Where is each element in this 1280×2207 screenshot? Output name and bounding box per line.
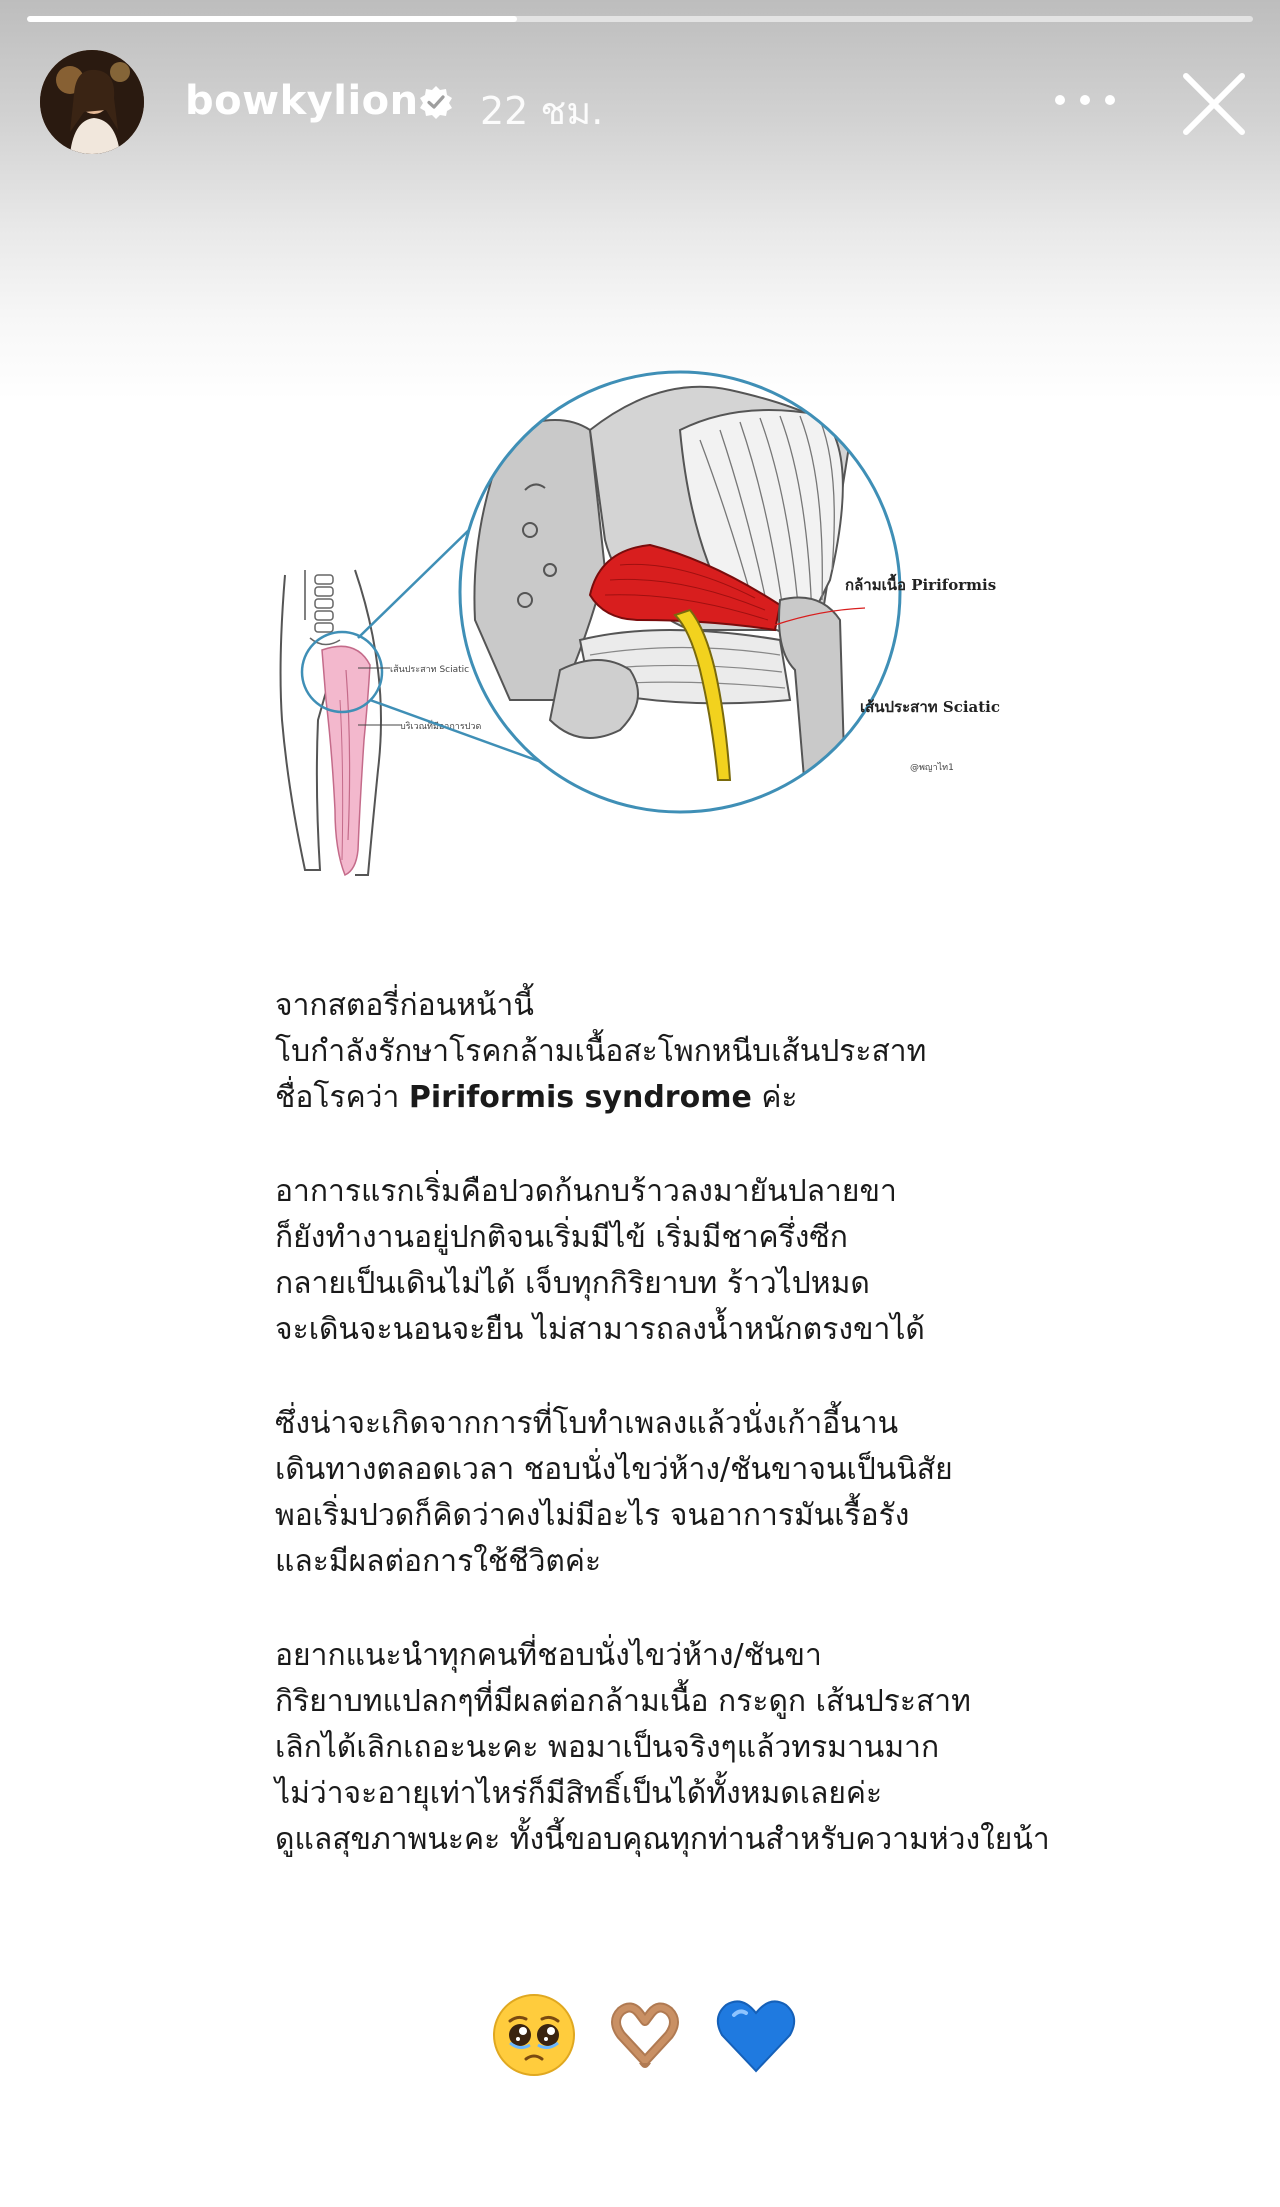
label-sciatic: เส้นประสาท Sciatic bbox=[860, 698, 1001, 716]
emoji-row bbox=[490, 1985, 800, 2085]
paragraph-1 bbox=[275, 983, 1175, 1121]
blue-heart-icon bbox=[712, 1991, 800, 2079]
text-line: อาการแรกเริ่มคือปวดก้นกบร้าวลงมายันปลายขา bbox=[275, 1174, 897, 1209]
label-piriformis: กล้ามเนื้อ Piriformis bbox=[845, 576, 997, 594]
text-line-syndrome bbox=[275, 1075, 1175, 1121]
avatar[interactable] bbox=[40, 50, 144, 154]
paragraph-3 bbox=[275, 1401, 1175, 1585]
piriformis-anatomy-diagram bbox=[260, 370, 1020, 890]
syndrome-name: Piriformis syndrome bbox=[408, 1080, 752, 1115]
text-suffix: ค่ะ bbox=[751, 1080, 798, 1115]
text-line: ซึ่งน่าจะเกิดจากการที่โบทำเพลงแล้วนั่งเก้าอี้นาน bbox=[275, 1406, 899, 1441]
text-line: ดูแลสุขภาพนะคะ ทั้งนี้ขอบคุณทุกท่านสำหรับความห่วงใยน้า bbox=[275, 1822, 1050, 1857]
post-time: 22 ชม. bbox=[480, 89, 604, 133]
diagram-watermark: @พญาไท1 bbox=[910, 763, 954, 773]
avatar-photo bbox=[40, 50, 144, 154]
text-line: อยากแนะนำทุกคนที่ชอบนั่งไขว่ห้าง/ชันขา bbox=[275, 1638, 822, 1673]
text-line: กิริยาบทแปลกๆที่มีผลต่อกล้ามเนื้อ กระดูก เส้นประสาท bbox=[275, 1684, 971, 1719]
text-line: พอเริ่มปวดก็คิดว่าคงไม่มีอะไร จนอาการมันเรื้อรัง bbox=[275, 1498, 910, 1533]
text-line: และมีผลต่อการใช้ชีวิตค่ะ bbox=[275, 1544, 602, 1579]
label-small-sciatic: เส้นประสาท Sciatic bbox=[390, 665, 470, 675]
paragraph-4 bbox=[275, 1633, 1175, 1863]
text-line: ไม่ว่าจะอายุเท่าไหร่ก็มีสิทธิ์เป็นได้ทั้งหมดเลยค่ะ bbox=[275, 1776, 883, 1811]
story-header bbox=[0, 0, 1280, 200]
text-prefix: ชื่อโรคว่า bbox=[275, 1080, 409, 1115]
verified-badge-icon bbox=[418, 84, 454, 120]
text-line: กลายเป็นเดินไม่ได้ เจ็บทุกกิริยาบท ร้าวไปหมด bbox=[275, 1266, 870, 1301]
close-icon[interactable] bbox=[1180, 70, 1248, 138]
text-line: จากสตอรี่ก่อนหน้านี้ bbox=[275, 988, 534, 1023]
paragraph-2 bbox=[275, 1169, 1175, 1353]
more-options-icon[interactable] bbox=[1055, 85, 1115, 115]
heart-hands-icon bbox=[601, 1991, 689, 2079]
body-outline-figure bbox=[281, 570, 382, 875]
story-text bbox=[275, 983, 1175, 1911]
text-line: ก็ยังทำงานอยู่ปกติจนเริ่มมีไข้ เริ่มมีชาครึ่งซีก bbox=[275, 1220, 848, 1255]
text-line: เดินทางตลอดเวลา ชอบนั่งไขว่ห้าง/ชันขาจนเป็นนิสัย bbox=[275, 1452, 953, 1487]
text-line: เลิกได้เลิกเถอะนะคะ พอมาเป็นจริงๆแล้วทรมานมาก bbox=[275, 1730, 940, 1765]
username[interactable]: bowkylion bbox=[185, 78, 419, 124]
label-small-pain-area: บริเวณที่มีอาการปวด bbox=[400, 722, 482, 732]
pleading-face-icon bbox=[490, 1991, 578, 2079]
text-line: โบกำลังรักษาโรคกล้ามเนื้อสะโพกหนีบเส้นประสาท bbox=[275, 1034, 927, 1069]
text-line: จะเดินจะนอนจะยืน ไม่สามารถลงน้ำหนักตรงขาได้ bbox=[275, 1312, 925, 1347]
